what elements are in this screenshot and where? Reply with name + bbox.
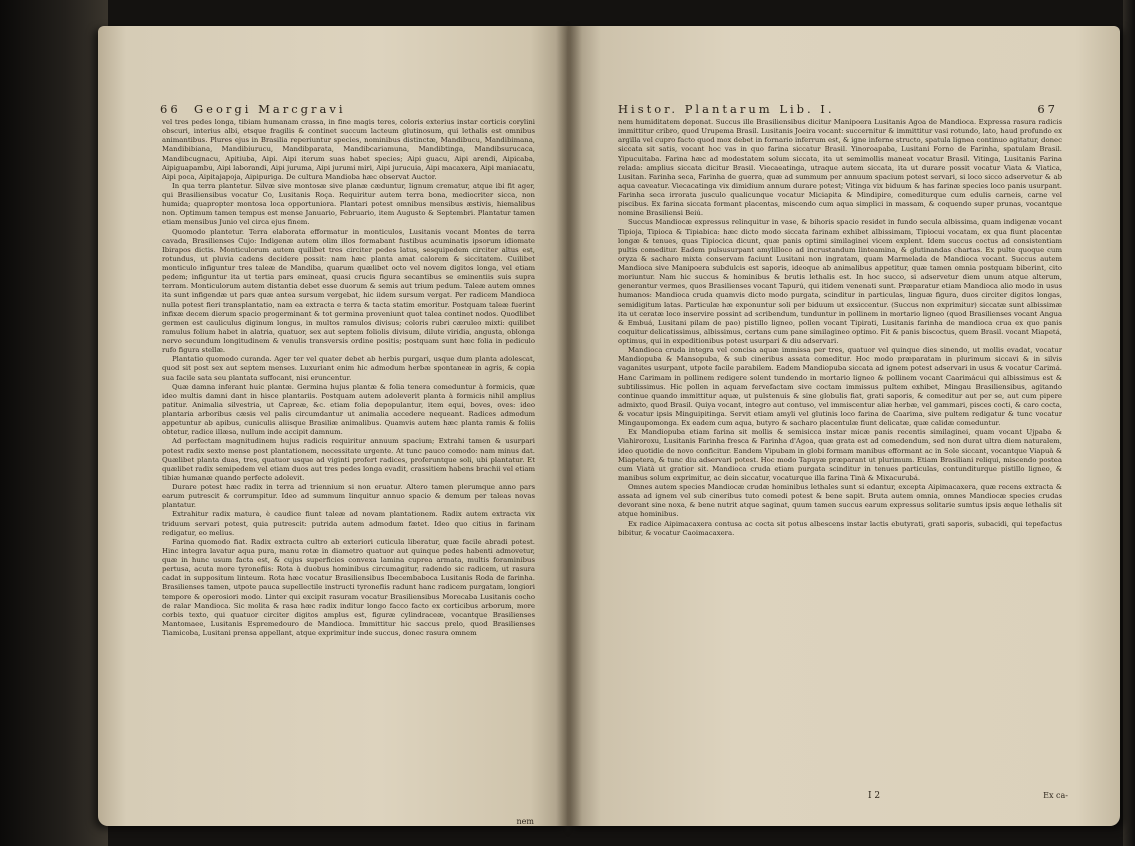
left-paragraph: Farina quomodo fiat. Radix extracta cultro ab exteriori cuticula liberatur, quæ facile abradi potest. Hinc integra lavatur aqua pura, manu rotæ in diametro quatuor aut quinque pedes habenti admovetur, quæ in hunc usum facta est, & cujus superficies convexa lamina cuprea armata, multis foraminibus pertusa, acuta more tyronefiis: Rota à duobus hominibus circumagitur, radendo sic radicem, ut rasura cadat in suppositum linteum. Rota hæc vocatur Brasiliensibus Ibecembaboca Lusitanis Roda de farinha. Brasilienses tamen, utpote pauca supellectile instructi tyronefiis radunt hanc radicem purgatam, longiori tempore & operosiori modo. Linter qui excipit rasuram vocatur Brasiliensibus Morecaba Lusitanis cocho de ralar Mandioca. Sic molita & rasa hæc radix inditur longo facco facto ex corticibus arborum, more corbis texto, qui quatuor circiter digitos amplus est, figuræ cylindraceæ, vocantque Brasilienses Mantomaee, Lusitanis Espremedouro de Mandioca. Immittitur hic saccus prelo, quod Brasilienses Tiamicoba, Lusitani prensa appellant, atque exprimitur inde succus, donec rasura omnem	[162, 537, 535, 637]
left-paragraph: Ad perfectam magnitudinem hujus radicis requiritur annuum spacium; Extrahi tamen & usurpari potest radix sexto mense post plantationem, necessitate urgente. At tunc pauco comodo: nam minus dat. Quælibet planta duas, tres, quatuor usque ad viginti profert radices, proferuntque soli, ubi plantatur. Et quælibet radix semipedem vel etiam duos aut tres pedes longa evadit, crassitiem habens brachii vel etiam tibiæ humanæ quando perfecte adolevit.	[162, 437, 535, 482]
right-paragraph: Omnes autem species Mandiocæ crudæ hominibus lethales sunt si edantur, excepta Aipimacaxera, quæ recens extracta & assata ad ignem vel sub cineribus tuto comedi potest & bene sapit. Bruta autem omnia, omnes Mandiocæ species crudas devorant sine noxa, & bene nutrit atque saginat, quum tamen succus earum expressus solitarie sumtus ipsis æque lethalis sit atque hominibus.	[618, 483, 1062, 519]
book-gutter	[556, 26, 582, 826]
left-paragraph: Quæ damna inferant huic plantæ. Germina hujus plantæ & folia tenera comeduntur à formicis, quæ ideo multis damni dant in hisce plantariis. Postquam autem adoleverit planta à formicis nihil amplius patitur. Animalia silvestria, ut Capreæ, &c. etiam folia depopulantur, item equi, boves, oves: ideo plantaria arboribus cæsis vel palis circumdantur ut animalia accedere nequeant. Radices admodum appetuntur ab apibus, cuniculis aliisque Brasiliæ animalibus. Quamvis autem hæc planta ramis & foliis obtetur, radice illæsa, nullum inde accipit damnum.	[162, 382, 535, 437]
left-catchword: nem	[516, 817, 534, 826]
right-paragraph: Ex radice Aipimacaxera contusa ac cocta sit potus albescens instar lactis ebutyrati, grati saporis, subacidi, qui tepefactus bibitur, & vocatur Caoimacaxera.	[618, 519, 1062, 537]
right-paragraph: nem humiditatem deponat. Succus ille Brasiliensibus dicitur Manipoera Lusitanis Agoa de Mandioca. Expressa rasura radicis immittitur cribro, quod Urupema Brasil. Lusitanis Joeira vocant: succernitur & immittitur vasi rotundo, lato, haud profundo ex argilla vel cupro facto quod mox debet in fornario inferrum est, & igne inferne structo, spatula lignea continuo agitatur, donec siccata sit satis, vocant hoc vas in quo farina siccatur Brasil. Yinoroapaba, Lusitani Forno de Farinha, spatulam Brasil. Yipucuitaba. Farina hæc ad modestatem solum siccata, ita ut semimollis maneat vocatur Brasil. Vitinga, Lusitanis Farina relada: amplius siccata dicitur Brasil. Viecaeatinga, utraque autem siccata, ita ut durare possit vocatur Viata & Viatica, Lusitan. Farinha seca, Farinha de guerra, quæ ad summum per annuum spacium potest servari, si loco sicco adservetur & ab aqua caveatur. Viecacatinga vix dimidium annum durare potest; Vitinga vix biduum & has farinæ species loco panis usurpant. Farinha seca irrorata jusculo qualicunque vocatur Miciapita & Mindipire, comediturque cum edulis carneis, carne vel piscibus. Ex farina siccata formant placentas, miscendo cum aqua simplici in massam, & coquendo super prunas, vocantque nomine Brasiliensi Beiú.	[618, 118, 1062, 218]
left-paragraph: Plantatio quomodo curanda. Ager ter vel quater debet ab herbis purgari, usque dum planta adolescat, quod sit post sex aut septem menses. Luxuriant enim hic admodum herbæ spontaneæ in agris, & copia sua facile sata seu plantata suffocant, nisi eruncentur.	[162, 355, 535, 382]
left-page	[98, 26, 568, 826]
right-paragraph: Ex Mandiopuba etiam farina sit mollis & semisicca instar micæ panis recentis similaginei, quam vocant Ujpaba & Viahiroroxu, Lusitanis Farinha fresca & Farinha d'Agoa, quæ grata est ad comedendum, sed non durat ultra diem naturalem, ideo quotidie de novo conficitur. Eandem Vipubam in globi formam manibus efformant ac in Sole siccant, vocantque Viapuà & Miapetera, & tunc diu adservari potest. Hoc modo Tapuyæ præparant ut plurimum. Etiam Brasiliani reliqui, miscendo postea cum Viatà ut gratior sit. Mandioca cruda etiam purgata scinditur in tenues particulas, contunditurque pistillo ligneo, & manibus solum exprimitur, ac dein siccatur, vocaturque illa farina Tinà & Mixacurubá.	[618, 428, 1062, 482]
left-paragraph: In qua terra plantetur. Silvæ sive montosæ sive planæ cæduntur, lignum crematur, atque ibi fit ager, qui Brasiliensibus vocatur Co, Lusitanis Roça. Requiritur autem terra bona, mediocriter sicca, non humida; quapropter montosa loca opportuniora. Plantari potest omnibus mensibus æstivis, hiemalibus non. Optimum tamen tempus est mense Januario, Februario, item Augusto & Septembri. Plantatur tamen etiam mensibus Junio vel circa ejus finem.	[162, 181, 535, 227]
left-paragraph: Durare potest hæc radix in terra ad triennium si non eruatur. Altero tamen plerumque anno pars earum putrescit & corrumpitur. Ideo ad summum linquitur annuo spacio & demum per taleas novas plantatur.	[162, 483, 535, 510]
right-paragraph: Mandioca cruda integra vel concisa aquæ immissa per tres, quatuor vel quinque dies sinendo, ut mollis evadat, vocatur Mandiopuba & Mansopuba, & sub cineribus assata comeditur. Hoc modo præparatam in plurimum siccavi & in silvis vaganites usurpant, utpote facile parabilem. Eadem Mandiopuba siccata ad ignem potest adservari in usus & vocatur Carimá. Hanc Carimam in pollinem redigere solent tundendo in mortario ligneo & pollinem vocant Caarimácui qui albissimus est & subtilissimus. Hic pollen in aquam fervefactam sive coctam immissus pultem exhibet, Mingau Brasiliensibus, agitando continue quando immittitur aquæ, ut pulstenuis & sine globulis fiat, grati saporis, & comeditur aut per se, aut cum pipere admixto, quod Brasil. Quiya vocant, integro aut contuso, vel immiscentur aliæ herbæ, vel gammari, pisces cocti, & caro cocta, & vocatur ipsis Minguipitinga. Servit etiam amyli vel glutinis loco farina de Caarima, sive pultem redigatur & tunc vocatur Mingaupomonga. Ex eadem cum aqua, butyro & sacharo placentulæ fiunt delicatæ, quæ calidæ comeduntur.	[618, 346, 1062, 428]
right-page-number: 67	[1037, 102, 1058, 116]
right-paragraph: Succus Mandiocæ expressus relinquitur in vase, & bihoris spacio residet in fundo secula albissima, quam indigenæ vocant Tipioja, Tipioca & Tipiabica: hæc dicto modo siccata farinam exhibet albissimam, Tipiocui vocatam, ex qua fiunt placentæ longæ & tenues, quas Tipiocica dicunt, quæ panis optimi similaginei vicem explent. Idem succus coctus ad consistentiam pultis comeditur. Eadem pulsusurpant amylilloco ad incrustandum linteamina, & glutinandas chartas. Ex pulte quoque cum oryza & sacharo mixta conservam faciunt Lusitani non ingratam, quam Marmelada de Mandioca vocant. Succus autem Mandioca sive Manipoera subdulcis est saporis, ideoque ab animalibus appetitur, quæ tamen omnia postquam biberint, cito moriuntur. Nam hic succus & hominibus & brutis lethalis est. In hoc succo, si adservetur diem unum atque alterum, generantur vermes, quos Brasilienses vocant Tapurú, qui itidem venenati sunt. Præparatur etiam Mandioca alio modo in usus humanos: Mandioca cruda quamvis dicto modo purgata, scinditur in particulas, linguæ figura, duos circiter digitos longas, semidigitum latas. Particulæ hæ exponuntur soli per biduum ut exsiccentur. (Succus non exprimitur) siccatæ sunt albissimæ ita ut ceratæ loco inservire possint ad scribendum, tunduntur in pollinem in mortario ligneo (quod Brasilienses vocant Angua & Embuá, Lusitani pilam de pao) pistillo ligneo, pollen vocant Tipirati, Lusitanis farinha de mandioca crua ex quo panis coquitur delicatissimus, albissimus, certans cum pane similagineo optimo. Fit & panis biscoctus, quem Brasil. vocant Miapetá, optimus, qui in expeditionibus potest usurpari & diu adservari.	[618, 218, 1062, 345]
left-running-head: Georgi Marcgravi	[194, 102, 346, 116]
signature-mark: I 2	[868, 791, 881, 801]
left-paragraph: Extrahitur radix matura, è caudice fiunt taleæ ad novam plantationem. Radix autem extracta vix triduum servari potest, quia putrescit: putrida autem admodum fætet. Ideo quo citius in farinam redigatur, eo melius.	[162, 510, 535, 537]
left-paragraph: vel tres pedes longa, tibiam humanam crassa, in fine magis teres, coloris exterius instar corticis corylini obscuri, interius albi, etsque fragilis & continet succum lacteum glutinosum, qui lethalis est omnibus animantibus. Plures ejus in Brasilia reperiuntur species, nominibus distinctæ, Mandibucu, Mandibimana, Mandibibiana, Mandibiurucu, Mandibparata, Mandibcariamuna, Mandibtinga, Mandibsurucaca, Mandibcugnacu, Apitiuba, Aipi. Aipi iterum suas habet species; Aipi guacu, Aipi arendi, Aipicaba, Aipiguapambu, Aipi laborandi, Aipi juruma, Aipi jurumi miri, Aipi jurucuia, Aipi macaxera, Aipi maniacatu, Aipi poca, Aipitajapoja, Aipipuriga. De cultura Mandioba hæc observat Auctor.	[162, 118, 535, 181]
right-page	[568, 26, 1120, 826]
left-page-number: 66	[160, 102, 181, 116]
right-running-head: Histor. Plantarum Lib. I.	[618, 102, 835, 116]
right-body-text	[618, 118, 1062, 778]
left-paragraph: Quomodo plantetur. Terra elaborata efformatur in monticulos, Lusitanis vocant Montes de terra cavada, Brasilienses Cujo: Indigenæ autem olim illos formabant fustibus acuminatis ipsorum idiomate Ibirapos dictis. Monticulorum autem quilibet tres circiter pedes latus, sesquipedem circiter altus est, rotundus, ut pluvia cadens decidere possit: nam hæc planta amat calorem & siccitatem. Cuilibet monticulo infiguntur tres taleæ de Mandiba, quarum quælibet octo vel novem digitos longa, vel etiam pedem; infiguntur ita ut tertia pars emineat, quasi crucis figura secantibus se eminentiis suis supra terram. Monticulorum autem distantia debet esse duorum & semis aut trium pedum. Taleæ autem omnes ita sunt infigendæ ut pars quæ antea sursum vergebat, hic iidem sursum vergat. Per radicem Mandioca nulla potest fieri transplantatio, nam ea extracta e terra & tacta statim emoritur. Postquam taleæ fuerint infixæ decem dierum spacio progerminant & tot germina proveniunt quot talea continet nodos. Quodlibet germen est cauliculus diginum longus, in multos ramulos divisus; coloris rubri cæruleo mixti: quilibet ramulus folium habet in alatria, quatuor, sex aut septem foliolis divisum, dilute viridia, angusta, oblonga nervo secundum longitudinem & venulis transversis ordine positis; postquam sunt hæc folia in pediculo rufo figura stellæ.	[162, 227, 535, 355]
book-cover-edge-right	[1123, 0, 1135, 846]
book-cover-edge-left	[0, 0, 108, 846]
left-body-text	[162, 118, 535, 815]
right-catchword: Ex ca-	[1043, 791, 1068, 800]
